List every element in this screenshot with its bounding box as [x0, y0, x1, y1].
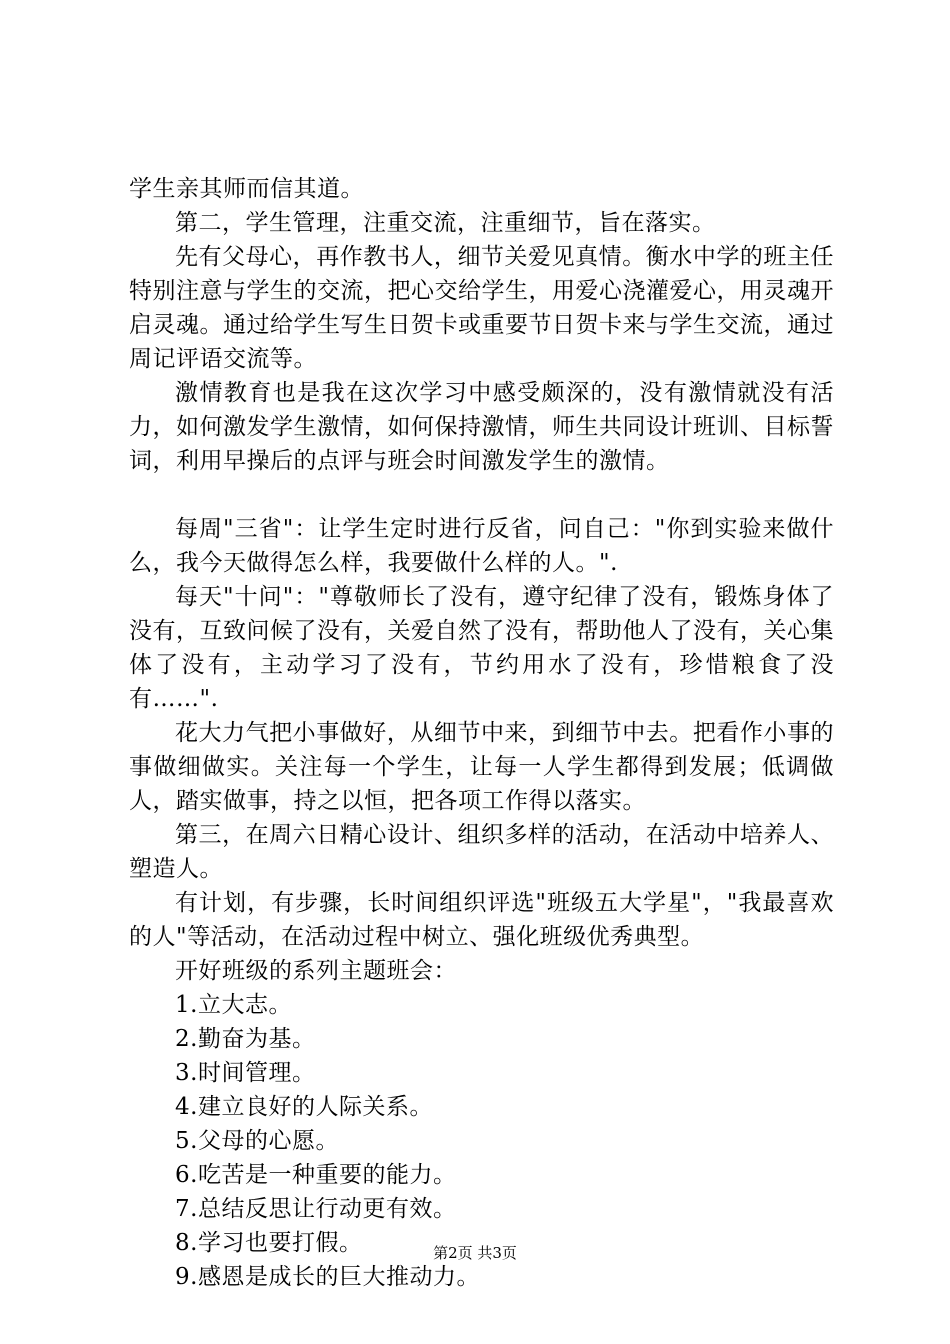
paragraph: 花大力气把小事做好，从细节中来，到细节中去。把看作小事的事做细做实。关注每一个学生，让每一人学生都得到发展；低调做人，踏实做事，持之以恒，把各项工作得以落实。	[129, 720, 834, 814]
list-item: 7.总结反思让行动更有效。	[175, 1196, 457, 1222]
list-item: 6.吃苦是一种重要的能力。	[175, 1162, 457, 1188]
paragraph: 第三，在周六日精心设计、组织多样的活动，在活动中培养人、塑造人。	[129, 822, 834, 882]
document-body	[129, 172, 834, 1294]
paragraph: 有计划，有步骤，长时间组织评选"班级五大学星"，"我最喜欢的人"等活动，在活动过程中树立、强化班级优秀典型。	[129, 890, 834, 950]
paragraph: 开好班级的系列主题班会：	[175, 958, 457, 984]
list-item: 1.立大志。	[175, 992, 292, 1018]
paragraph: 每天"十问"："尊敬师长了没有，遵守纪律了没有，锻炼身体了没有，互致问候了没有，关爱自然了没有，帮助他人了没有，关心集体了没有，主动学习了没有，节约用水了没有，珍惜粮食了没有……".	[129, 584, 834, 712]
paragraph: 第二，学生管理，注重交流，注重细节，旨在落实。	[175, 210, 716, 236]
paragraph: 每周"三省"：让学生定时进行反省，问自己："你到实验来做什么，我今天做得怎么样，我要做什么样的人。".	[129, 516, 834, 576]
paragraph: 先有父母心，再作教书人，细节关爱见真情。衡水中学的班主任特别注意与学生的交流，把心交给学生，用爱心浇灌爱心，用灵魂开启灵魂。通过给学生写生日贺卡或重要节日贺卡来与学生交流，通过周记评语交流等。	[129, 244, 834, 372]
list-item: 2.勤奋为基。	[175, 1026, 316, 1052]
paragraph: 学生亲其师而信其道。	[129, 176, 364, 202]
page-footer: 第2页 共3页	[433, 1244, 517, 1262]
paragraph: 激情教育也是我在这次学习中感受颇深的，没有激情就没有活力，如何激发学生激情，如何保持激情，师生共同设计班训、目标誓词，利用早操后的点评与班会时间激发学生的激情。	[129, 380, 834, 474]
list-item: 8.学习也要打假。	[175, 1230, 363, 1256]
list-item: 3.时间管理。	[175, 1060, 316, 1086]
list-item: 5.父母的心愿。	[175, 1128, 339, 1154]
list-item: 4.建立良好的人际关系。	[175, 1094, 433, 1120]
list-item: 9.感恩是成长的巨大推动力。	[175, 1264, 480, 1290]
